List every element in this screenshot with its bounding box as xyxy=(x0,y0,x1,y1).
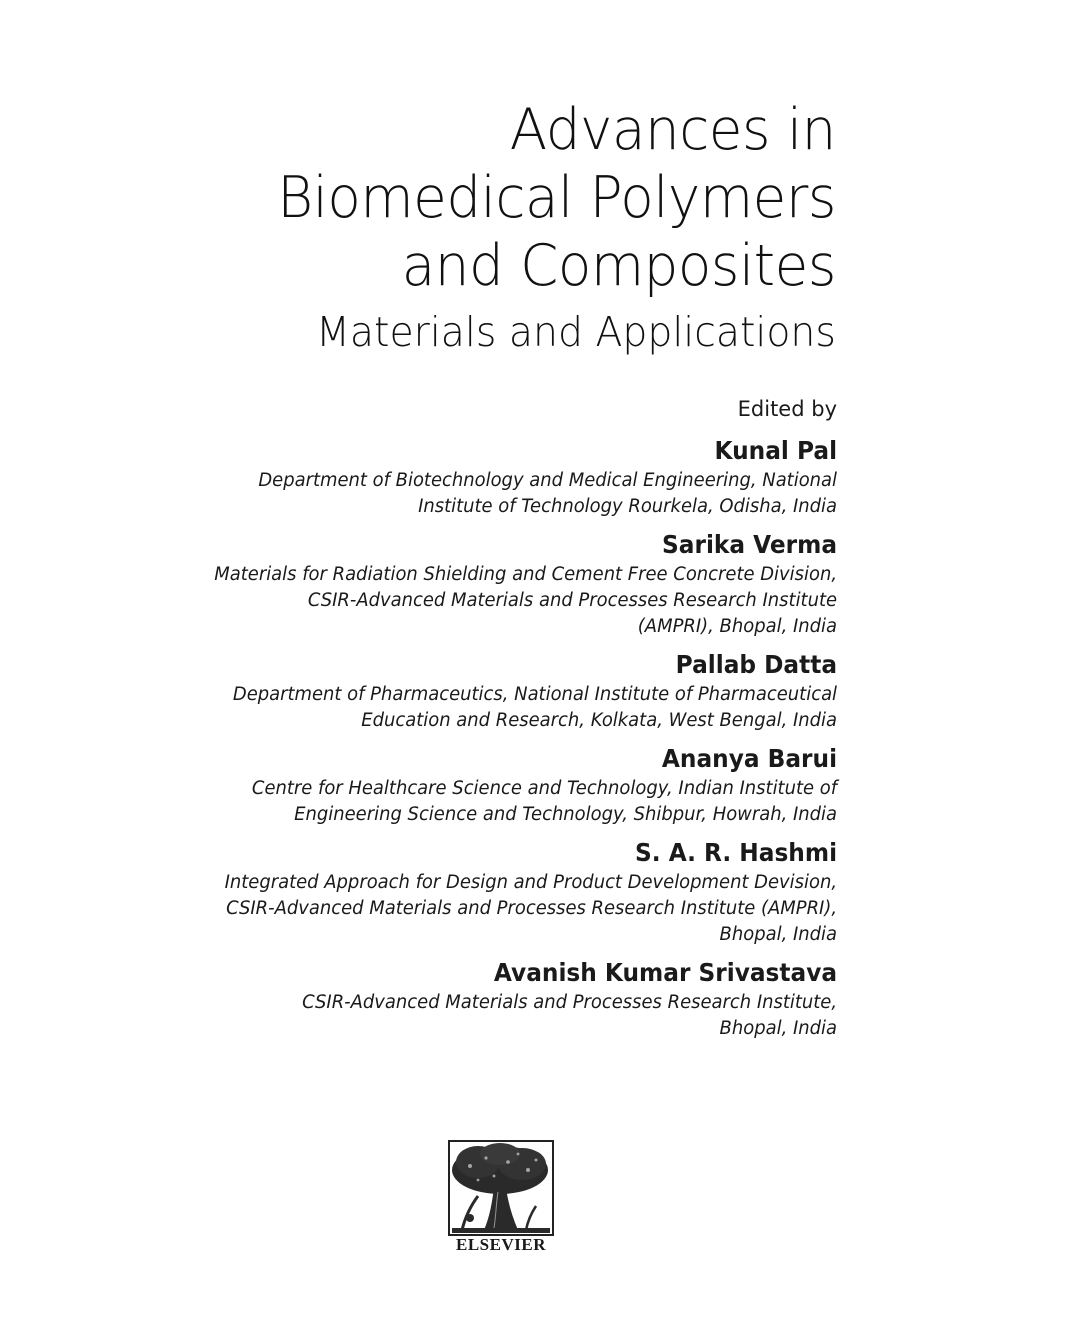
edited-by-label: Edited by xyxy=(737,397,837,421)
editor-affiliation-line: Centre for Healthcare Science and Technology, Indian Institute of xyxy=(251,778,837,799)
editor-entry xyxy=(195,648,837,734)
editor-entry xyxy=(195,528,837,640)
editor-affiliation-line: Institute of Technology Rourkela, Odisha, India xyxy=(418,496,837,517)
editor-affiliation-line: CSIR-Advanced Materials and Processes Research Institute (AMPRI), xyxy=(226,898,837,919)
editor-affiliation-line: Bhopal, India xyxy=(719,924,837,945)
publisher-name: ELSEVIER xyxy=(456,1235,546,1254)
editor-name: Ananya Barui xyxy=(661,744,837,773)
editor-name: S. A. R. Hashmi xyxy=(634,838,837,867)
elsevier-tree-logo-icon xyxy=(448,1140,554,1236)
editor-affiliation-line: CSIR-Advanced Materials and Processes Research Institute xyxy=(307,590,837,611)
publisher-logo xyxy=(446,1140,556,1256)
editor-affiliation-line: CSIR-Advanced Materials and Processes Research Institute, xyxy=(302,992,837,1013)
editor-affiliation-line: (AMPRI), Bhopal, India xyxy=(637,616,837,637)
editor-affiliation-line: Education and Research, Kolkata, West Bengal, India xyxy=(361,710,837,731)
book-title-block xyxy=(254,96,836,358)
editor-entry xyxy=(195,836,837,948)
editor-name: Sarika Verma xyxy=(662,530,837,559)
editor-entry xyxy=(195,956,837,1042)
editor-affiliation-line: Bhopal, India xyxy=(719,1018,837,1039)
editor-affiliation-line: Engineering Science and Technology, Shibpur, Howrah, India xyxy=(294,804,838,825)
editor-entry xyxy=(195,434,837,520)
book-title-line-1: Advances in xyxy=(509,97,836,163)
editor-affiliation-line: Department of Pharmaceutics, National Institute of Pharmaceutical xyxy=(232,684,837,705)
book-subtitle: Materials and Applications xyxy=(316,308,836,356)
book-title-line-2: Biomedical Polymers xyxy=(277,165,836,231)
editor-entry xyxy=(195,742,837,828)
editor-name: Kunal Pal xyxy=(714,436,837,465)
editor-affiliation-line: Department of Biotechnology and Medical Engineering, National xyxy=(258,470,837,491)
editors-block xyxy=(195,394,837,1050)
editor-name: Avanish Kumar Srivastava xyxy=(493,958,837,987)
book-title-line-3: and Composites xyxy=(401,233,836,299)
editor-name: Pallab Datta xyxy=(675,650,837,679)
editor-affiliation-line: Integrated Approach for Design and Product Development Devision, xyxy=(224,872,837,893)
editor-affiliation-line: Materials for Radiation Shielding and Cement Free Concrete Division, xyxy=(214,564,837,585)
